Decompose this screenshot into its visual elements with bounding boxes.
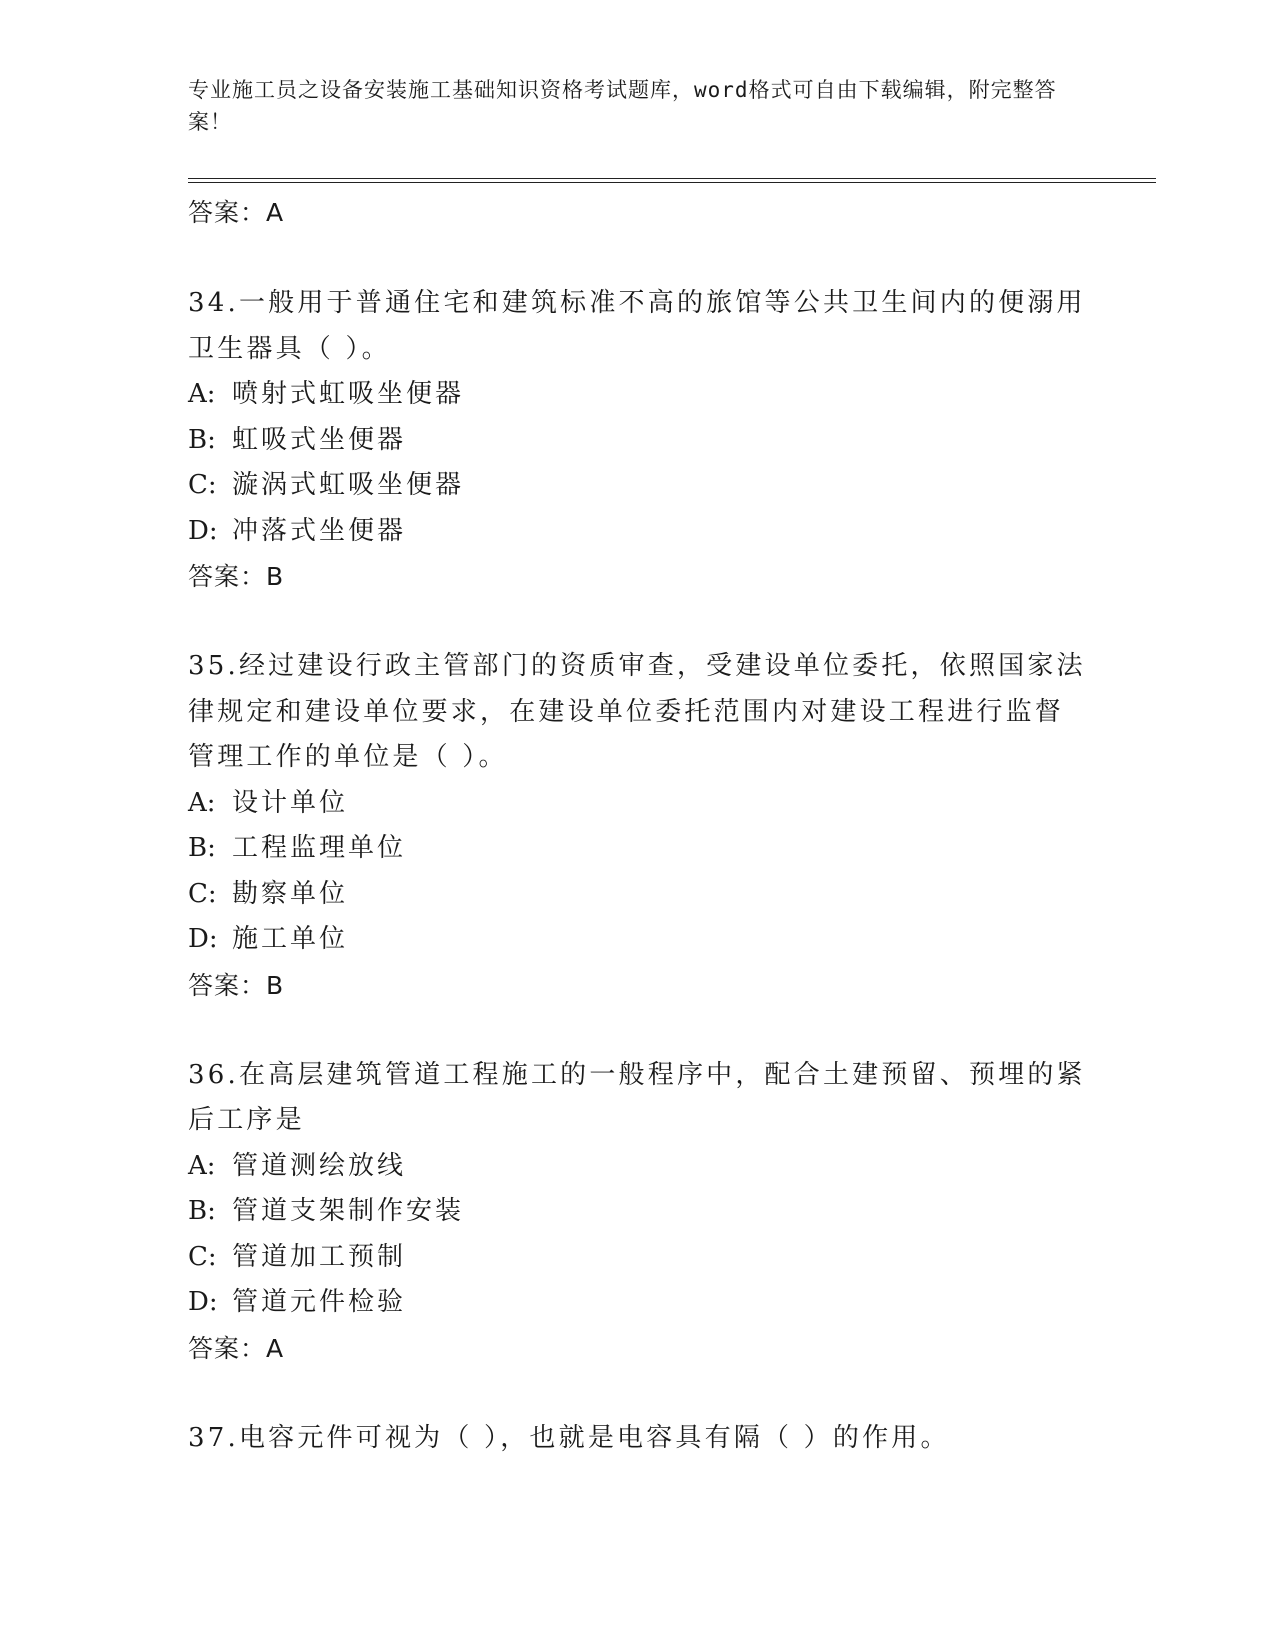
option-c (188, 463, 1088, 509)
option-a (188, 781, 1088, 827)
option-letter: D: (188, 924, 218, 954)
spacer (188, 1009, 1088, 1053)
option-letter: C: (188, 1241, 217, 1272)
option-letter: D: (188, 1287, 218, 1317)
option-text: 喷射式虹吸坐便器 (232, 379, 465, 409)
option-text: 管道支架制作安装 (232, 1196, 465, 1226)
option-letter: A: (188, 379, 216, 409)
option-d (188, 917, 1088, 963)
question-text: 34.一般用于普通住宅和建筑标准不高的旅馆等公共卫生间内的便溺用卫生器具（ ）。 (188, 288, 1086, 364)
option-text: 冲落式坐便器 (232, 515, 407, 546)
spacer (188, 1372, 1088, 1416)
option-letter: A: (188, 1150, 216, 1181)
option-a (188, 372, 1088, 418)
option-letter: C: (188, 878, 217, 909)
option-b (188, 826, 1088, 872)
option-letter: B: (188, 424, 216, 455)
spacer (188, 236, 1088, 281)
option-letter: B: (188, 1196, 216, 1226)
question-35 (188, 644, 1088, 1009)
question-text: 35.经过建设行政主管部门的资质审查，受建设单位委托，依照国家法律规定和建设单位要求，在建设单位委托范围内对建设工程进行监督管理工作的单位是（ ）。 (188, 651, 1086, 772)
option-text: 虹吸式坐便器 (232, 424, 407, 455)
option-text: 施工单位 (232, 924, 349, 954)
question-list (188, 190, 1088, 1461)
option-c (188, 872, 1088, 918)
question-text: 37.电容元件可视为（ ），也就是电容具有隔（ ）的作用。 (188, 1422, 950, 1453)
option-text: 工程监理单位 (232, 833, 407, 863)
option-text: 管道加工预制 (232, 1241, 407, 1272)
header-divider (188, 178, 1156, 183)
question-34 (188, 281, 1088, 600)
option-letter: B: (188, 833, 216, 863)
option-letter: C: (188, 470, 217, 500)
option-d (188, 1280, 1088, 1326)
option-c (188, 1235, 1088, 1281)
option-b (188, 1189, 1088, 1235)
option-b (188, 418, 1088, 464)
answer-34: 答案：B (188, 562, 285, 591)
document-header: 专业施工员之设备安装施工基础知识资格考试题库，word格式可自由下载编辑，附完整答案！ (188, 78, 1057, 134)
option-letter: D: (188, 515, 218, 546)
option-text: 管道测绘放线 (232, 1150, 407, 1181)
option-text: 管道元件检验 (232, 1287, 407, 1317)
option-text: 设计单位 (232, 787, 349, 818)
option-letter: A: (188, 787, 216, 818)
option-text: 勘察单位 (232, 878, 349, 909)
question-37 (188, 1416, 1088, 1462)
question-36 (188, 1053, 1088, 1372)
option-a (188, 1144, 1088, 1190)
question-text: 36.在高层建筑管道工程施工的一般程序中，配合土建预留、预埋的紧后工序是 (188, 1059, 1086, 1135)
option-d (188, 509, 1088, 555)
answer-33: 答案：A (188, 198, 285, 227)
spacer (188, 600, 1088, 644)
answer-35: 答案：B (188, 970, 285, 1000)
answer-36: 答案：A (188, 1333, 285, 1363)
option-text: 漩涡式虹吸坐便器 (232, 470, 465, 500)
